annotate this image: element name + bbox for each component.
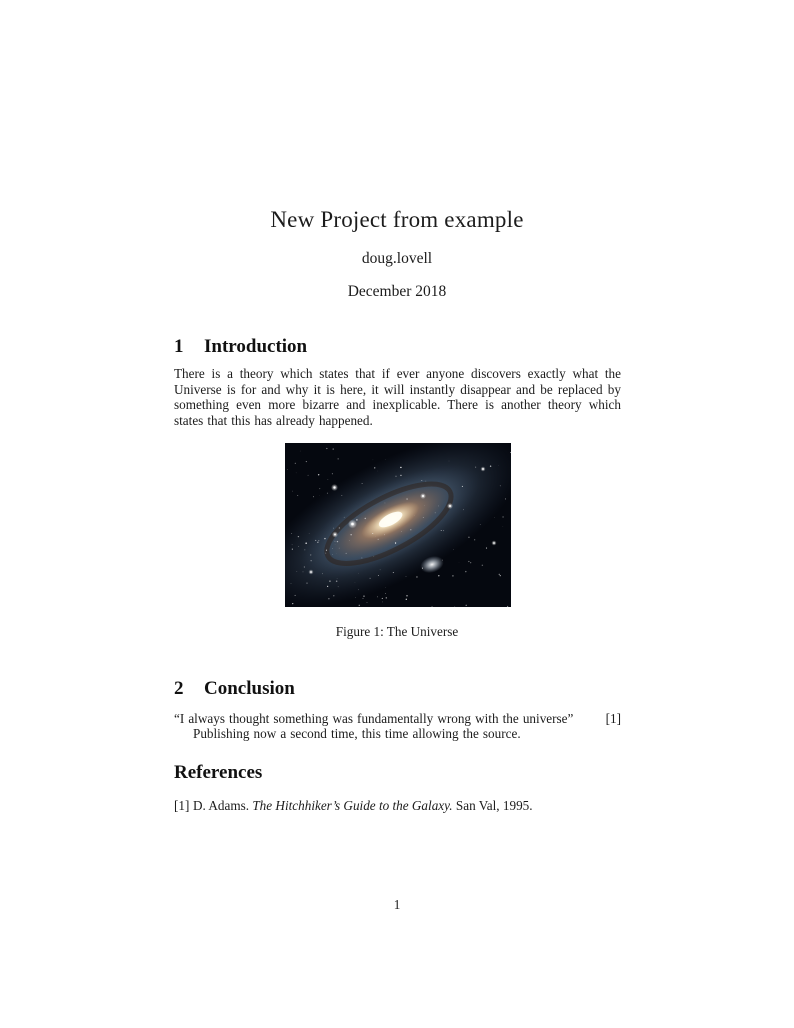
reference-entry <box>174 798 621 814</box>
section-heading-references <box>174 762 620 784</box>
document-date: December 2018 <box>347 283 447 300</box>
section-heading-introduction <box>174 336 620 358</box>
document-author: doug.lovell <box>361 250 433 267</box>
section-title: References <box>174 762 263 783</box>
citation-marker: [1] <box>605 711 621 726</box>
conclusion-second-line: Publishing now a second time, this time allowing the source. <box>193 726 521 741</box>
section-title: Conclusion <box>204 678 295 699</box>
figure-caption: Figure 1: The Universe <box>335 624 459 639</box>
section-number: 2 <box>174 678 184 699</box>
quote-text: “I always thought something was fundamentally wrong with the universe” <box>174 711 574 726</box>
section-heading-conclusion <box>174 678 620 700</box>
reference-marker: [1] <box>174 798 190 813</box>
introduction-paragraph: There is a theory which states that if ever anyone discovers exactly what the Universe is for and why it is here, it will instantly disappear and be replaced by something even more bizarre and inexplicable. There is another theory which states that this has already happened. <box>174 366 621 428</box>
page-number: 1 <box>393 897 401 912</box>
reference-authors: D. Adams. <box>193 798 250 813</box>
conclusion-quote-line <box>174 711 621 727</box>
reference-publisher: San Val, 1995. <box>455 798 533 813</box>
section-title: Introduction <box>204 336 308 357</box>
section-number: 1 <box>174 336 184 357</box>
reference-title: The Hitchhiker’s Guide to the Galaxy. <box>252 798 453 813</box>
reference-text <box>193 798 621 814</box>
andromeda-galaxy-image <box>285 443 511 607</box>
document-title: New Project from example <box>270 207 524 232</box>
